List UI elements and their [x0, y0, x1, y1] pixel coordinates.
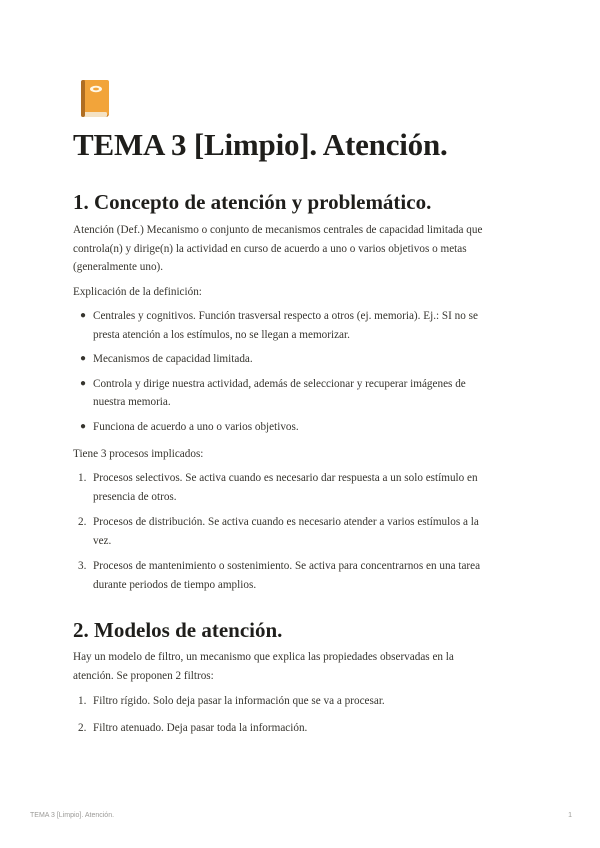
bullet-icon: ● — [80, 420, 87, 432]
section-heading-concept: 1. Concepto de atención y problemático. — [73, 190, 432, 214]
text-line: Atención (Def.) Mecanismo o conjunto de mecanismos centrales de capacidad limitada que — [73, 224, 483, 236]
bullet-icon: ● — [80, 377, 87, 389]
list-number: 1. — [78, 472, 87, 484]
list-item — [73, 513, 519, 550]
page-footer — [30, 812, 572, 819]
text-line: Funciona de acuerdo a uno o varios objetivos. — [93, 420, 299, 433]
text-line: Centrales y cognitivos. Función trasversal respecto a otros (ej. memoria). Ej.: SI no se — [93, 310, 478, 322]
text-line: vez. — [93, 534, 112, 547]
page-title: TEMA 3 [Limpio]. Atención. — [73, 127, 448, 162]
processes-list — [73, 469, 519, 594]
text-line: presta atención a los estímulos, no se llegan a memorizar. — [93, 328, 350, 341]
list-item — [73, 719, 519, 738]
book-icon — [78, 79, 112, 119]
text-line: durante periodos de tiempo amplios. — [93, 578, 257, 591]
text-line: (generalmente uno). — [73, 261, 164, 273]
text-line: Controla y dirige nuestra actividad, además de seleccionar y recuperar imágenes de — [93, 377, 466, 390]
list-number: 2. — [78, 516, 87, 528]
text-line: Procesos selectivos. Se activa cuando es necesario dar respuesta a un solo estímulo en — [93, 472, 478, 484]
text-line: Tiene 3 procesos implicados: — [73, 448, 204, 460]
text-line: Procesos de mantenimiento o sostenimiento. Se activa para concentrarnos en una tarea — [93, 560, 481, 572]
text-line: Hay un modelo de filtro, un mecanismo que explica las propiedades observadas en la — [73, 651, 454, 663]
section-heading-models: 2. Modelos de atención. — [73, 618, 283, 642]
text-line: Filtro atenuado. Deja pasar toda la información. — [93, 721, 308, 734]
text-line: Filtro rígido. Solo deja pasar la información que se va a procesar. — [93, 695, 385, 707]
list-item — [73, 557, 519, 594]
list-item — [73, 375, 519, 412]
text-line: Mecanismos de capacidad limitada. — [93, 353, 253, 365]
text-line: presencia de otros. — [93, 490, 177, 503]
text-line: nuestra memoria. — [93, 396, 171, 408]
bullet-icon: ● — [80, 353, 87, 364]
list-number: 3. — [78, 560, 87, 572]
text-line: Explicación de la definición: — [73, 286, 202, 298]
list-number: 2. — [78, 721, 87, 734]
footer-title: TEMA 3 [Limpio]. Atención. — [30, 812, 115, 819]
explanation-intro — [73, 283, 519, 302]
text-line: Procesos de distribución. Se activa cuando es necesario atender a varios estímulos a la — [93, 516, 479, 528]
filters-list — [73, 692, 519, 737]
bullet-icon: ● — [80, 310, 87, 321]
definition-paragraph — [73, 221, 519, 277]
list-item — [73, 418, 519, 437]
page-number: 1 — [568, 812, 572, 819]
list-item — [73, 692, 519, 711]
list-number: 1. — [78, 695, 87, 707]
list-item — [73, 350, 519, 369]
models-intro-paragraph — [73, 648, 519, 685]
text-line: controla(n) y dirige(n) la actividad en curso de acuerdo a uno o varios objetivos o metas — [73, 242, 467, 255]
text-line: atención. Se proponen 2 filtros: — [73, 669, 214, 682]
list-item — [73, 307, 519, 344]
list-item — [73, 469, 519, 506]
definition-bullet-list — [73, 307, 519, 436]
processes-intro — [73, 445, 519, 464]
